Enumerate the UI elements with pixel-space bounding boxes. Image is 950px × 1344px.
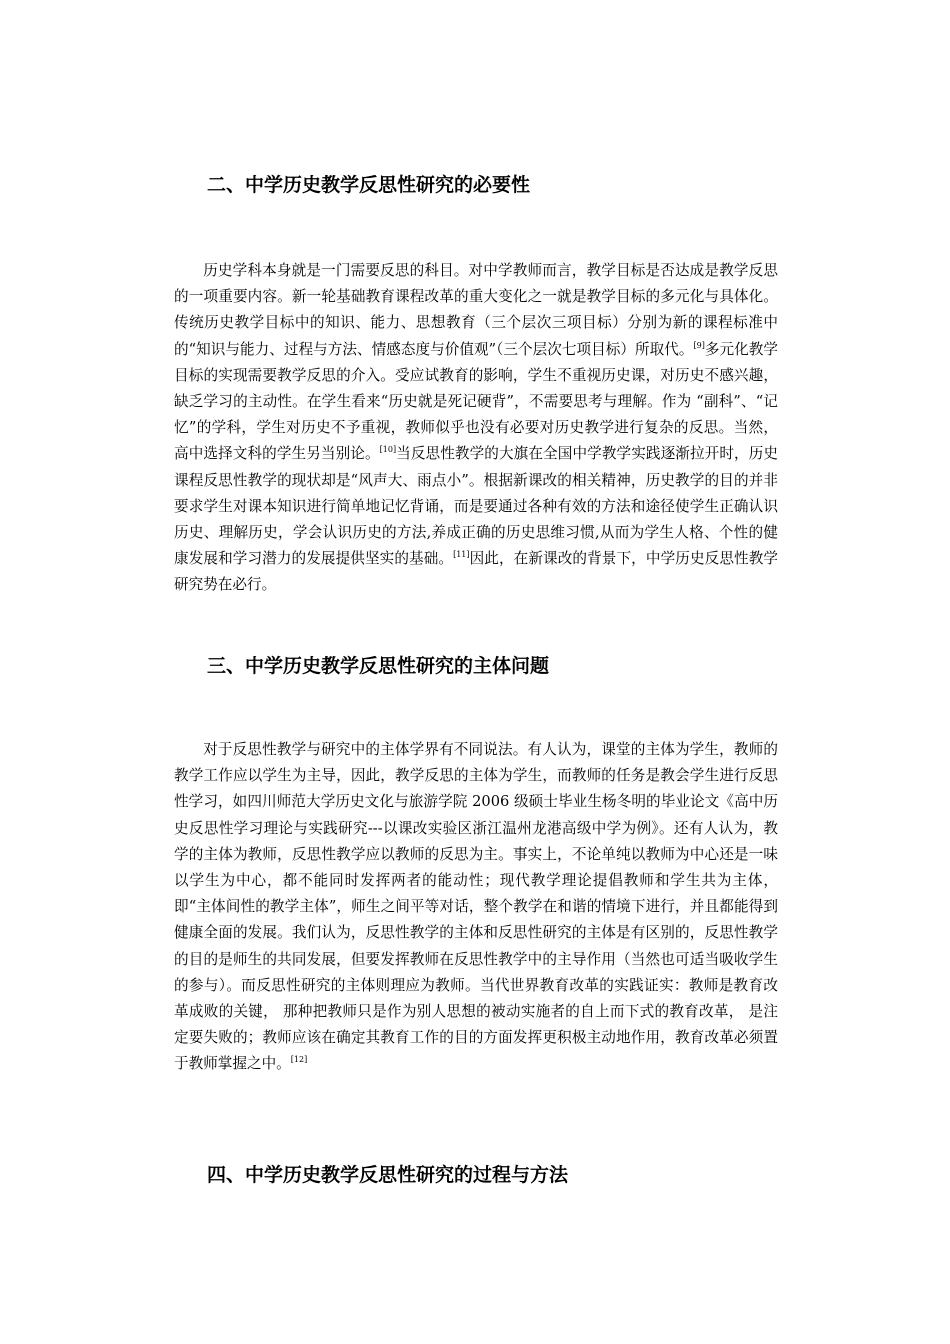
- section-heading-subject: 三、中学历史教学反思性研究的主体问题: [207, 655, 550, 677]
- citation-ref-12: [12]: [290, 1055, 308, 1065]
- section-paragraph-necessity: [174, 258, 778, 599]
- section-heading-necessity: 二、中学历史教学反思性研究的必要性: [207, 174, 531, 196]
- citation-ref-10: [10]: [379, 445, 397, 455]
- paragraph-text: 历史学科本身就是一门需要反思的科目。对中学教师而言，教学目标是否达成是教学反思的一项重要内容。新一轮基础教育课程改革的重大变化之一就是教学目标的多元化与具体化。传统历史教学目标中的知识、能力、思想教育（三个层次三项目标）分别为新的课程标准中的“知识与能力、过程与方法、情感态度与价值观”（三个层次七项目标）所取代。: [174, 262, 778, 358]
- citation-ref-11: [11]: [453, 550, 470, 560]
- paragraph-text: 当反思性教学的大旗在全国中学教学实践逐渐拉开时，历史课程反思性教学的现状却是“风声大、雨点小”。根据新课改的相关精神，历史教学的目的并非要求学生对课本知识进行简单地记忆背诵，而是要通过各种有效的方法和途径使学生正确认识历史、理解历史，学会认识历史的方法,养成正确的历史思维习惯,从而为学生人格、个性的健康发展和学习潜力的发展提供坚实的基础。: [174, 445, 778, 568]
- citation-ref-9: [9]: [693, 340, 705, 350]
- paragraph-text: 对于反思性教学与研究中的主体学界有不同说法。有人认为，课堂的主体为学生，教师的教学工作应以学生为主导，因此，教学反思的主体为学生，而教师的任务是教会学生进行反思性学习，如四川师范大学历史文化与旅游学院 2006 级硕士毕业生杨冬明的毕业论文《高中历史反思性学习理论与实践研究---以课改实验区浙江温州龙港高级中学为例》。还有人认为，教学的主体为教师，反思性教学应以教师的反思为主。事实上，不论单纯以教师为中心还是一味以学生为中心，都不能同时发挥两者的能动性；现代教学理论提倡教师和学生共为主体，即“主体间性的教学主体”，师生之间平等对话，整个教学在和谐的情境下进行，并且都能得到健康全面的发展。我们认为，反思性教学的主体和反思性研究的主体是有区别的，反思性教学的目的是师生的共同发展，但要发挥教师在反思性教学中的主导作用（当然也可适当吸收学生的参与）。而反思性研究的主体则理应为教师。当代世界教育改革的实践证实：教师是教育改革成败的关键， 那种把教师只是作为别人思想的被动实施者的自上而下式的教育改革， 是注定要失败的；教师应该在确定其教育工作的目的方面发挥更积极主动地作用，教育改革必须置于教师掌握之中。: [174, 741, 778, 1073]
- section-heading-process-method: 四、中学历史教学反思性研究的过程与方法: [207, 1164, 569, 1186]
- section-paragraph-subject: [174, 737, 778, 1078]
- paragraph-text: 多元化教学目标的实现需要教学反思的介入。受应试教育的影响，学生不重视历史课，对历史不感兴趣，缺乏学习的主动性。在学生看来“历史就是死记硬背”，不需要思考与理解。作为 “副科”、“记忆”的学科，学生对历史不予重视，教师似乎也没有必要对历史教学进行复杂的反思。当然，高中选择文科的学生另当别论。: [174, 340, 778, 463]
- paragraph-text: 因此，在新课改的背景下，中学历史反思性教学研究势在必行。: [174, 550, 778, 594]
